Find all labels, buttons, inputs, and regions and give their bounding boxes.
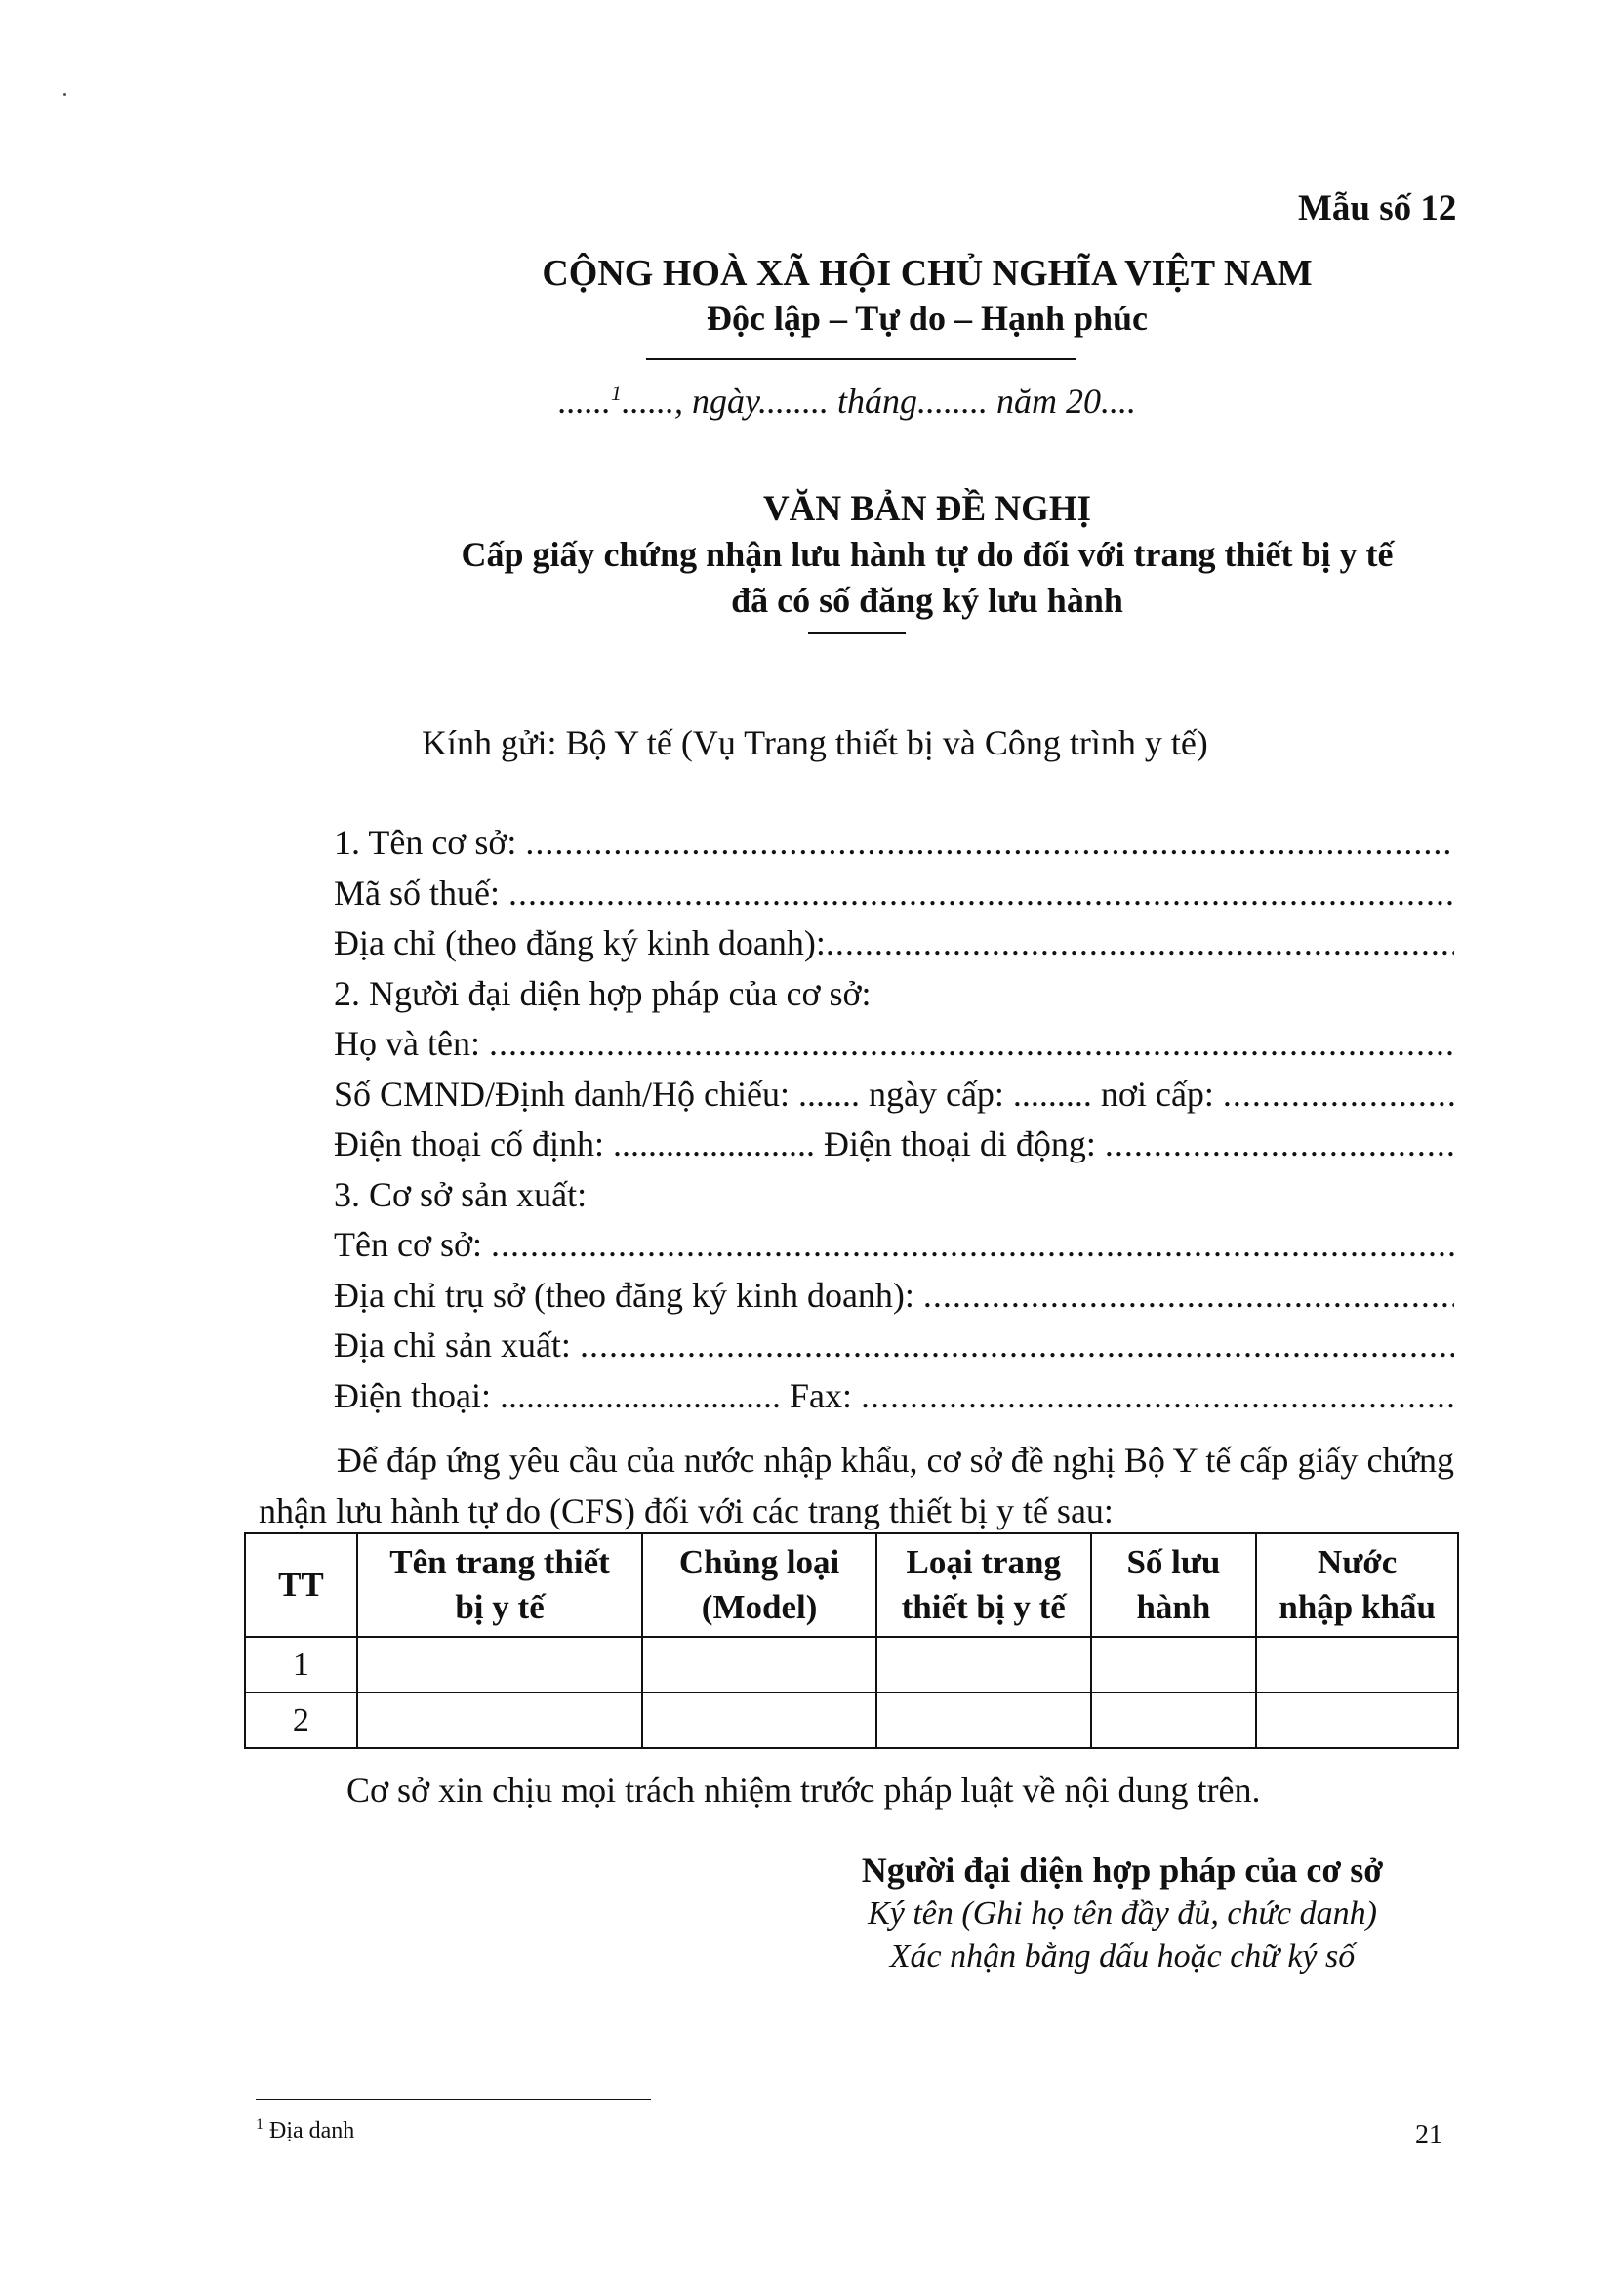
- date-placeholder: ......, ngày........ tháng........ năm 20....: [622, 382, 1136, 421]
- field-phone-fax[interactable]: Điện thoại: ................................ Fax: .....: [334, 1375, 1454, 1426]
- device-table: [244, 1532, 1459, 1749]
- col-header-model: Chủng loại (Model): [642, 1533, 876, 1637]
- signature-title: Người đại diện hợp pháp của cơ sở: [861, 1851, 1384, 1890]
- field-production-address[interactable]: Địa chỉ sản xuất: .....: [334, 1325, 1454, 1375]
- section-legal-representative: 2. Người đại diện hợp pháp của cơ sở:: [334, 973, 872, 1013]
- footnote-number: 1: [256, 2116, 264, 2133]
- table-cell[interactable]: [1256, 1692, 1458, 1748]
- signature-confirmation: Xác nhận bằng dấu hoặc chữ ký số: [889, 1938, 1356, 1975]
- col-header-device-name: Tên trang thiết bị y tế: [357, 1533, 642, 1637]
- fill-line[interactable]: [489, 1023, 1454, 1064]
- fill-line[interactable]: [923, 1275, 1454, 1316]
- fill-line[interactable]: [826, 922, 1454, 963]
- fill-line[interactable]: [525, 822, 1454, 863]
- section-manufacturer: 3. Cơ sở sản xuất:: [334, 1174, 588, 1214]
- field-facility-name[interactable]: 1. Tên cơ sở: .....: [334, 822, 1454, 873]
- field-full-name[interactable]: Họ và tên: .....: [334, 1023, 1454, 1074]
- table-cell[interactable]: [1256, 1637, 1458, 1692]
- table-cell[interactable]: [642, 1692, 876, 1748]
- subtitle-line-1: Cấp giấy chứng nhận lưu hành tự do đối với trang thiết bị y tế: [461, 535, 1394, 574]
- document-title: VĂN BẢN ĐỀ NGHỊ: [762, 489, 1092, 529]
- fill-line[interactable]: [491, 1224, 1454, 1265]
- table-cell[interactable]: [357, 1692, 642, 1748]
- national-motto: Độc lập – Tự do – Hạnh phúc: [706, 299, 1149, 338]
- document-subtitle: [0, 532, 1624, 624]
- request-paragraph: Để đáp ứng yêu cầu của nước nhập khẩu, cơ sở đề nghị Bộ Y tế cấp giấy chứng nhận lưu hành tự do (CFS) đối với các trang thiết bị y tế sau:: [259, 1441, 1454, 1530]
- col-header-import-country: Nước nhập khẩu: [1256, 1533, 1458, 1637]
- table-cell[interactable]: [876, 1637, 1091, 1692]
- fill-line[interactable]: [861, 1375, 1454, 1416]
- table-cell[interactable]: [1091, 1692, 1257, 1748]
- field-manufacturer-hq[interactable]: Địa chỉ trụ sở (theo đăng ký kinh doanh): .....: [334, 1275, 1454, 1325]
- fill-line[interactable]: .......................: [612, 1124, 815, 1163]
- footnote-ref: 1: [611, 381, 622, 405]
- table-row: [245, 1637, 1458, 1692]
- motto-underline: [646, 358, 1076, 360]
- row-number: 1: [245, 1637, 357, 1692]
- table-header-row: [245, 1533, 1458, 1637]
- footnote-text: Địa danh: [269, 2118, 355, 2143]
- col-header-registration-no: Số lưu hành: [1091, 1533, 1257, 1637]
- fill-line[interactable]: [1105, 1123, 1454, 1164]
- field-tax-code[interactable]: Mã số thuế: .....: [334, 873, 1454, 923]
- field-phones[interactable]: Điện thoại cố định: ....................... Điện thoại di động: .....: [334, 1123, 1454, 1174]
- fill-line[interactable]: [508, 873, 1454, 914]
- fill-line[interactable]: [580, 1325, 1454, 1366]
- row-number: 2: [245, 1692, 357, 1748]
- form-code: Mẫu số 12: [1298, 188, 1457, 228]
- subtitle-line-2: đã có số đăng ký lưu hành: [731, 581, 1123, 620]
- responsibility-statement: Cơ sở xin chịu mọi trách nhiệm trước pháp luật về nội dung trên.: [346, 1771, 1261, 1810]
- footnote-separator: [256, 2099, 651, 2100]
- field-id-number[interactable]: Số CMND/Định danh/Hộ chiếu: ....... ngày cấp: ......... nơi cấp: .....: [334, 1074, 1454, 1124]
- fill-line[interactable]: [1223, 1074, 1454, 1115]
- table-cell[interactable]: [642, 1637, 876, 1692]
- signature-instruction: Ký tên (Ghi họ tên đầy đủ, chức danh): [868, 1896, 1377, 1932]
- fill-line[interactable]: .........: [1012, 1074, 1092, 1114]
- place-placeholder: ......: [558, 382, 611, 421]
- page-number: 21: [1415, 2120, 1442, 2150]
- scan-speck: [63, 93, 66, 96]
- table-row: [245, 1692, 1458, 1748]
- footnote: [256, 2116, 354, 2144]
- table-cell[interactable]: [876, 1692, 1091, 1748]
- dateline: [558, 381, 1136, 422]
- fill-line[interactable]: .......: [797, 1074, 860, 1114]
- fill-line[interactable]: ................................: [499, 1375, 781, 1415]
- col-header-tt: TT: [245, 1533, 357, 1637]
- title-underline: [808, 632, 906, 634]
- table-cell[interactable]: [357, 1637, 642, 1692]
- form-fields: [334, 822, 1454, 1425]
- field-business-address[interactable]: Địa chỉ (theo đăng ký kinh doanh): .....: [334, 922, 1454, 973]
- recipient-line: Kính gửi: Bộ Y tế (Vụ Trang thiết bị và Công trình y tế): [422, 723, 1208, 762]
- col-header-device-type: Loại trang thiết bị y tế: [876, 1533, 1091, 1637]
- table-cell[interactable]: [1091, 1637, 1257, 1692]
- country-name: CỘNG HOÀ XÃ HỘI CHỦ NGHĨA VIỆT NAM: [542, 253, 1313, 294]
- field-manufacturer-name[interactable]: Tên cơ sở: .....: [334, 1224, 1454, 1275]
